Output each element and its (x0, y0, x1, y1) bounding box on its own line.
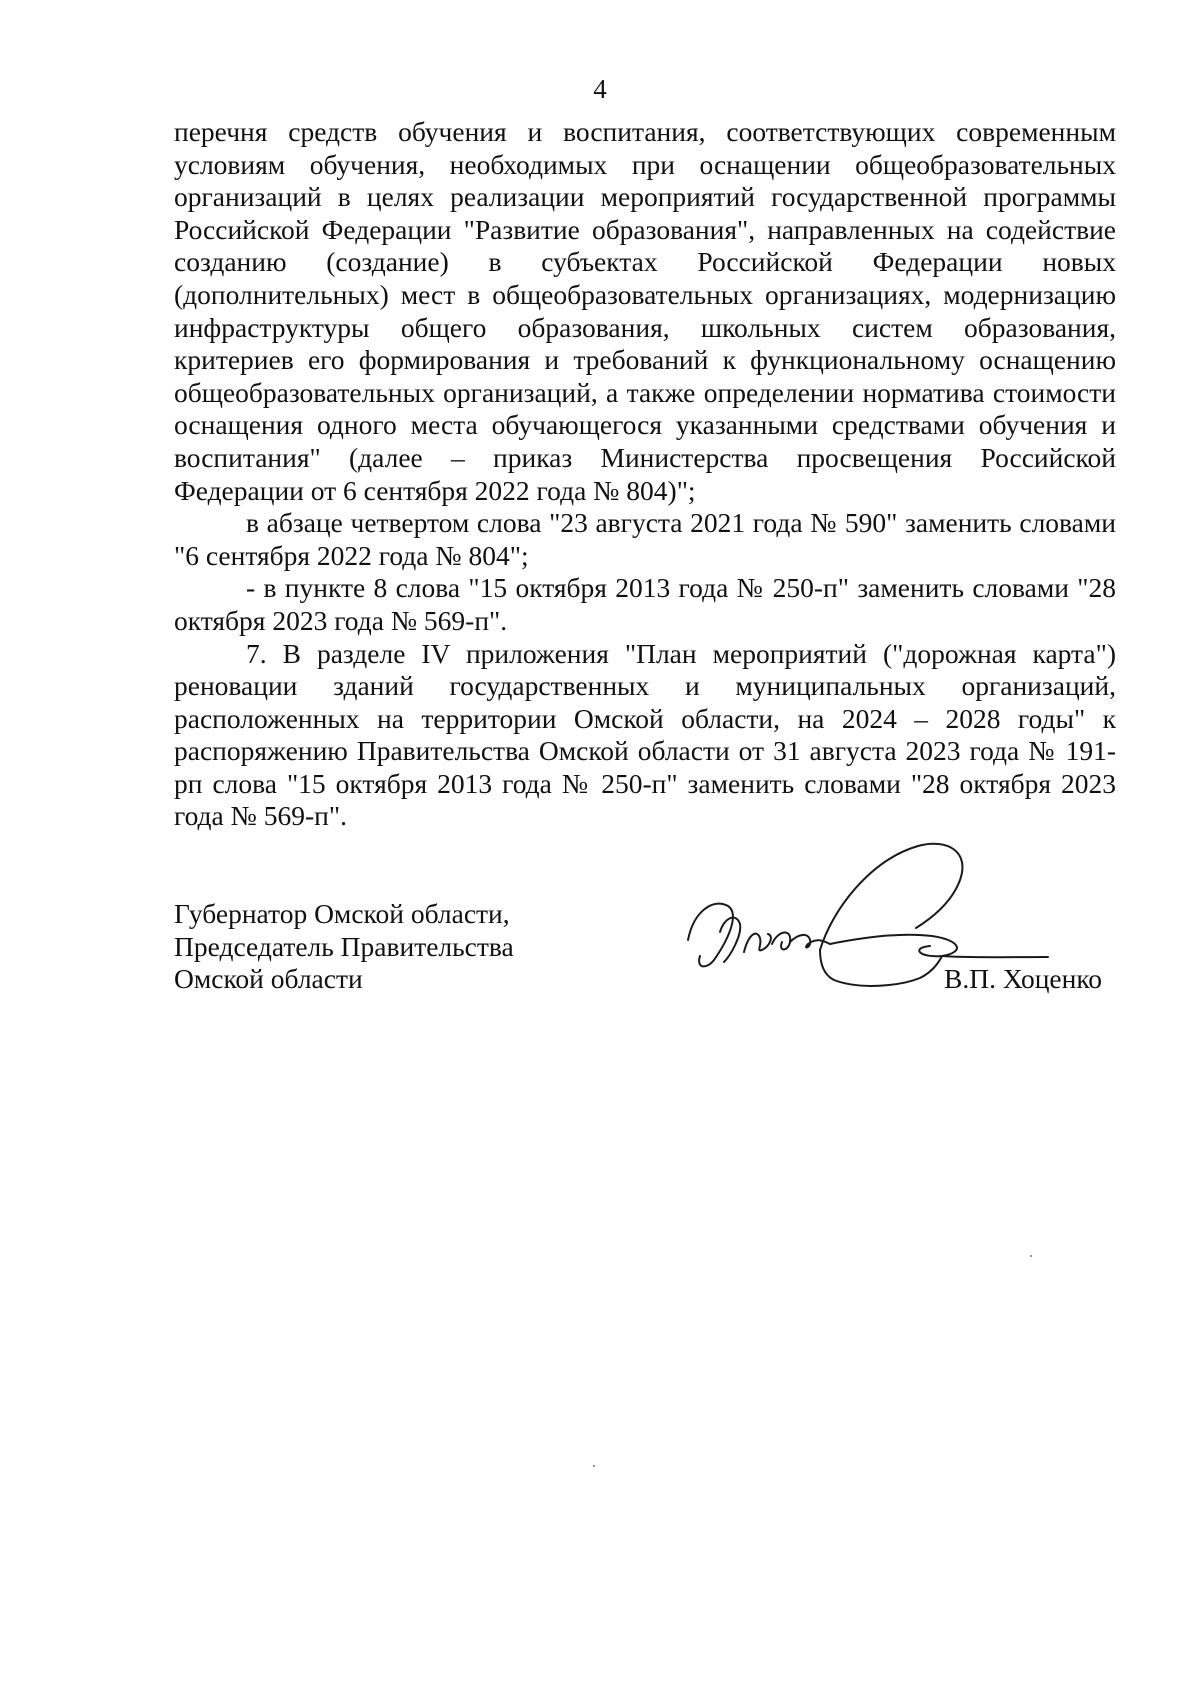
paragraph: перечня средств обучения и воспитания, соответствующих современным условиям обучения, необходимых при оснащении общеобразовательных организаций в целях реализации мероприятий государственной программы Российской Федерации "Развитие образования", направленных на содействие созданию (создание) в субъектах Российской Федерации новых (дополнительных) мест в общеобразовательных организациях, модернизацию инфраструктуры общего образования, школьных систем образования, критериев его формирования и требований к функциональному оснащению общеобразовательных организаций, а также определении норматива стоимости оснащения одного места обучающегося указанными средствами обучения и воспитания" (далее – приказ Министерства просвещения Российской Федерации от 6 сентября 2022 года № 804)"; (174, 116, 1116, 506)
page-number: 4 (593, 74, 607, 104)
scan-speck (593, 1465, 595, 1467)
signatory-title-line: Омской области (174, 963, 363, 995)
signatory-name: В.П. Хоценко (944, 963, 1103, 994)
paragraph: в абзаце четвертом слова "23 августа 2021 года № 590" заменить словами "6 сентября 2022 года № 804"; (174, 507, 1116, 571)
document-body (174, 116, 1116, 833)
scan-speck (1030, 1255, 1032, 1257)
signatory-title-line: Губернатор Омской области, (174, 898, 510, 929)
paragraph: 7. В разделе IV приложения "План мероприятий ("дорожная карта") реновации зданий государственных и муниципальных организаций, расположенных на территории Омской области, на 2024 – 2028 годы" к распоряжению Правительства Омской области от 31 августа 2023 года № 191-рп слова "15 октября 2013 года № 250-п" заменить словами "28 октября 2023 года № 569-п". (174, 637, 1116, 832)
signatory-title-line: Председатель Правительства (174, 930, 514, 962)
paragraph: - в пункте 8 слова "15 октября 2013 года № 250-п" заменить словами "28 октября 2023 года № 569-п". (174, 572, 1116, 636)
signatory-title (174, 898, 514, 996)
